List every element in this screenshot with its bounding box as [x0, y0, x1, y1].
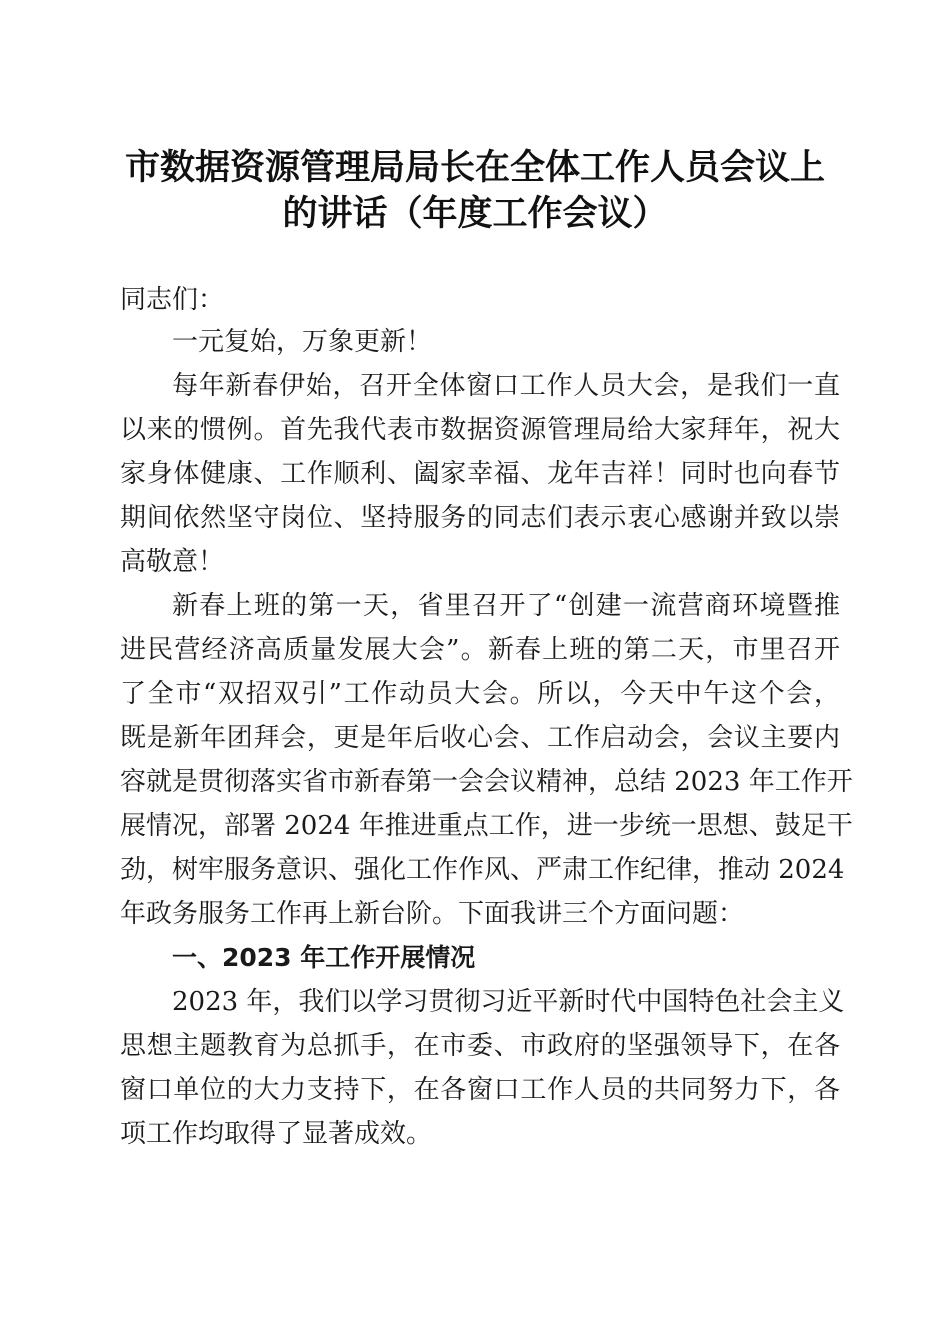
paragraph-line: 一元复始，万象更新！: [172, 327, 433, 357]
paragraph-line: 以来的惯例。首先我代表市数据资源管理局给大家拜年，祝大: [120, 415, 840, 445]
paragraph-line: 了全市“双招双引”工作动员大会。所以，今天中午这个会，: [120, 679, 840, 709]
paragraph-line: 新春上班的第一天，省里召开了“创建一流营商环境暨推: [172, 591, 840, 621]
paragraph-line: 每年新春伊始，召开全体窗口工作人员大会，是我们一直: [172, 371, 840, 401]
salutation: 同志们：: [120, 285, 225, 315]
paragraph-line: 2023 年，我们以学习贯彻习近平新时代中国特色社会主义: [172, 987, 845, 1017]
paragraph-line: 项工作均取得了显著成效。: [120, 1119, 433, 1149]
paragraph-line: 劲，树牢服务意识、强化工作作风、严肃工作纪律，推动 2024: [120, 855, 845, 885]
paragraph-line: 思想主题教育为总抓手，在市委、市政府的坚强领导下，在各: [120, 1031, 840, 1061]
paragraph-line: 高敬意！: [120, 547, 225, 577]
document-title-line-1: 市数据资源管理局局长在全体工作人员会议上: [124, 147, 825, 188]
paragraph-line: 年政务服务工作再上新台阶。下面我讲三个方面问题：: [120, 899, 745, 929]
section-heading: 一、2023 年工作开展情况: [172, 943, 476, 972]
paragraph-line: 既是新年团拜会，更是年后收心会、工作启动会，会议主要内: [120, 723, 840, 753]
paragraph-line: 窗口单位的大力支持下，在各窗口工作人员的共同努力下，各: [120, 1075, 840, 1105]
paragraph-line: 期间依然坚守岗位、坚持服务的同志们表示衷心感谢并致以崇: [120, 503, 840, 533]
paragraph-line: 展情况，部署 2024 年推进重点工作，进一步统一思想、鼓足干: [120, 811, 853, 841]
paragraph-line: 进民营经济高质量发展大会”。新春上班的第二天，市里召开: [120, 635, 840, 665]
paragraph-line: 容就是贯彻落实省市新春第一会会议精神，总结 2023 年工作开: [120, 767, 853, 797]
document-title-line-2: 的讲话（年度工作会议）: [282, 193, 668, 234]
paragraph-line: 家身体健康、工作顺利、阖家幸福、龙年吉祥！同时也向春节: [120, 459, 840, 489]
